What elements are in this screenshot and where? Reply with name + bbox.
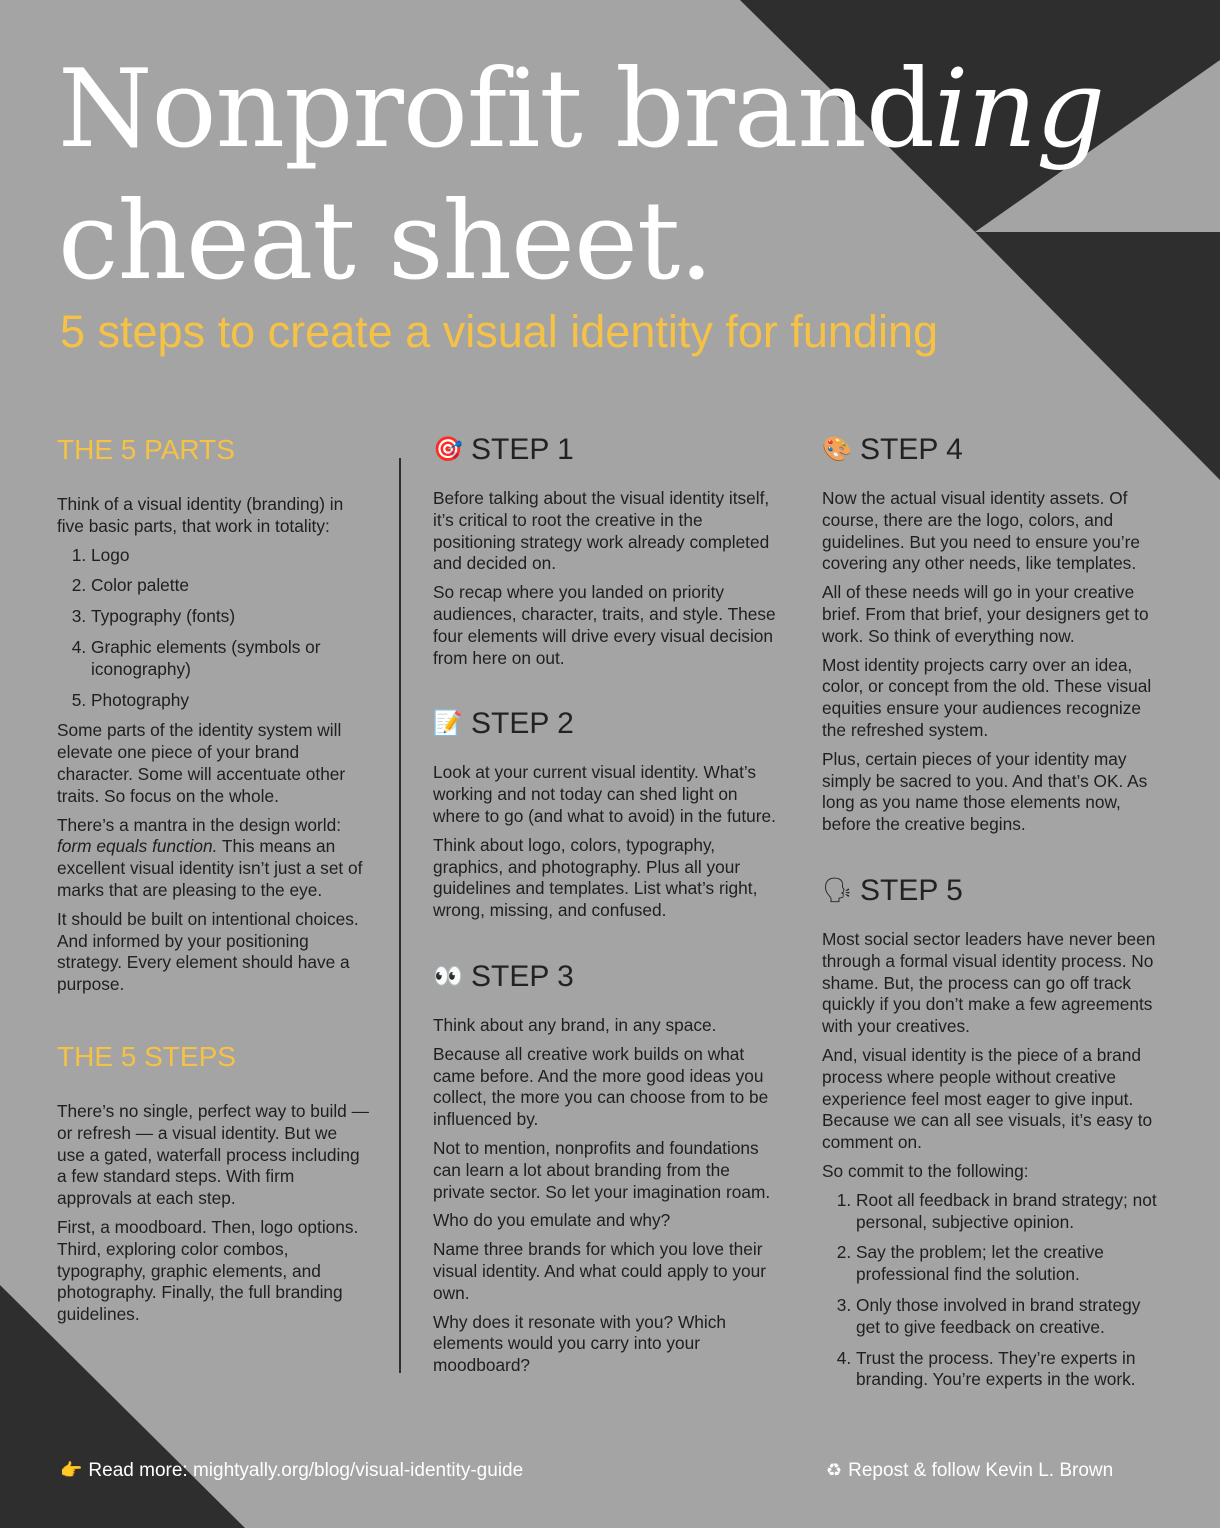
eyes-icon: 👀 [433,962,463,990]
step3-paragraph-2: Because all creative work builds on what came before. And the more good ideas you collect, the more you can choose from to be influenced by. [433,1043,769,1130]
step5-paragraph-3: So commit to the following: [822,1160,1029,1181]
repost-text: Repost & follow Kevin L. Brown [848,1460,1114,1481]
memo-icon: 📝 [433,710,463,738]
step3-paragraph-4: Who do you emulate and why? [433,1210,671,1231]
read-more-text[interactable]: Read more: mightyally.org/blog/visual-identity-guide [88,1460,524,1481]
column-parts-and-steps [57,432,369,1333]
step3-paragraph-3: Not to mention, nonprofits and foundations can learn a lot about branding from the private sector. So let your imagination roam. [433,1137,771,1202]
step2-title: STEP 2 [471,707,574,741]
step3-paragraph-5: Name three brands for which you love their visual identity. And what could apply to your own. [433,1239,767,1303]
list-item: 5. Photography [91,690,369,712]
list-item: 4. Trust the process. They’re experts in branding. You’re experts in the work. [856,1348,1162,1392]
title-line2: cheat sheet. [58,179,713,304]
step5-heading [822,873,1162,909]
step4-heading [822,432,1162,468]
steps-heading: THE 5 STEPS [57,1040,236,1072]
recycle-icon: ♻ [826,1460,843,1480]
step4-title: STEP 4 [860,433,963,466]
page-subtitle: 5 steps to create a visual identity for funding [60,306,939,357]
speaking-head-icon: 🗣 [822,876,853,904]
step3-paragraph-6: Why does it resonate with you? Which elements would you carry into your moodboard? [433,1311,726,1376]
step4-paragraph-2: All of these needs will go in your creative brief. From that brief, your designers get to work. So think of everything now. [822,582,1149,646]
steps-paragraph-1: There’s no single, perfect way to build — or refresh — a visual identity. But we use a gated, waterfall process including a few standard steps. With firm approvals at each step. [57,1100,369,1209]
step3-paragraph-1: Think about any brand, in any space. [433,1014,717,1035]
step2-heading [433,706,778,742]
column-steps-1-3 [433,432,778,1384]
step5-paragraph-1: Most social sector leaders have never been through a formal visual identity process. No shame. But, the process can go off track quickly if you don’t make a few agreements with your creatives. [822,928,1156,1037]
step1-paragraph-2: So recap where you landed on priority audiences, character, traits, and style. These four elements will drive every visual decision from here on out. [433,582,776,668]
step2-paragraph-2: Think about logo, colors, typography, graphics, and photography. Plus all your guidelines and templates. List what’s right, wrong, missing, and confused. [433,834,758,921]
target-icon: 🎯 [433,436,463,463]
page-title [58,44,1104,308]
step5-title: STEP 5 [860,873,963,907]
list-item: 3. Only those involved in brand strategy get to give feedback on creative. [856,1295,1162,1339]
step3-heading [433,959,778,995]
step5-paragraph-2: And, visual identity is the piece of a brand process where people without creative experience feel most eager to give input. Because we can all see visuals, it’s easy to comment on. [822,1044,1153,1153]
list-item: 3. Typography (fonts) [91,606,369,628]
parts-list [57,545,369,712]
column-steps-4-5 [822,432,1162,1400]
list-item: 2. Color palette [91,575,369,597]
parts-paragraph-2 [57,815,369,902]
repost-follow [826,1460,1113,1482]
list-item: 1. Logo [91,545,369,567]
parts-p2-start: There’s a mantra in the design world: [57,814,342,835]
step3-title: STEP 3 [471,959,574,993]
parts-paragraph-1: Some parts of the identity system will elevate one piece of your brand character. Some will accentuate other traits. So focus on the whole. [57,720,346,806]
step1-paragraph-1: Before talking about the visual identity itself, it’s critical to root the creative in the positioning strategy work already completed and decided on. [433,488,770,574]
title-line1-main: Nonprofit brand [58,47,934,172]
step1-heading [433,432,778,468]
step4-paragraph-4: Plus, certain pieces of your identity may simply be sacred to you. And that’s OK. As long as you name those elements now, before the creative begins. [822,748,1148,835]
steps-paragraph-2: First, a moodboard. Then, logo options. Third, exploring color combos, typography, graphic elements, and photography. Finally, the full branding guidelines. [57,1216,359,1325]
step1-title: STEP 1 [471,433,574,466]
parts-heading: THE 5 PARTS [57,434,235,465]
step4-paragraph-3: Most identity projects carry over an idea, color, or concept from the old. These visual equities ensure your audiences recognize the refreshed system. [822,654,1152,740]
parts-intro: Think of a visual identity (branding) in five basic parts, that work in totality: [57,494,344,536]
parts-p2-end: This means an excellent visual identity isn’t just a set of marks that are pleasing to the eye. [57,836,363,900]
list-item: 1. Root all feedback in brand strategy; not personal, subjective opinion. [856,1190,1162,1234]
parts-p2-italic: form equals function. [57,836,218,857]
read-more-link[interactable] [60,1460,523,1482]
step2-paragraph-1: Look at your current visual identity. What’s working and not today can shed light on where to go (and what to avoid) in the future. [433,762,776,826]
list-item: 2. Say the problem; let the creative professional find the solution. [856,1242,1162,1286]
list-item: 4. Graphic elements (symbols or iconography) [91,637,369,681]
step4-paragraph-1: Now the actual visual identity assets. Of course, there are the logo, colors, and guidelines. But you need to ensure you’re covering any other needs, like templates. [822,488,1140,574]
palette-icon: 🎨 [822,436,852,463]
column-divider [399,458,401,1373]
title-line1-italic: ing [933,47,1105,172]
pointing-hand-icon: 👉 [60,1460,83,1480]
parts-paragraph-3: It should be built on intentional choices. And informed by your positioning strategy. Every element should have a purpose. [57,908,359,995]
commit-list [822,1190,1162,1391]
